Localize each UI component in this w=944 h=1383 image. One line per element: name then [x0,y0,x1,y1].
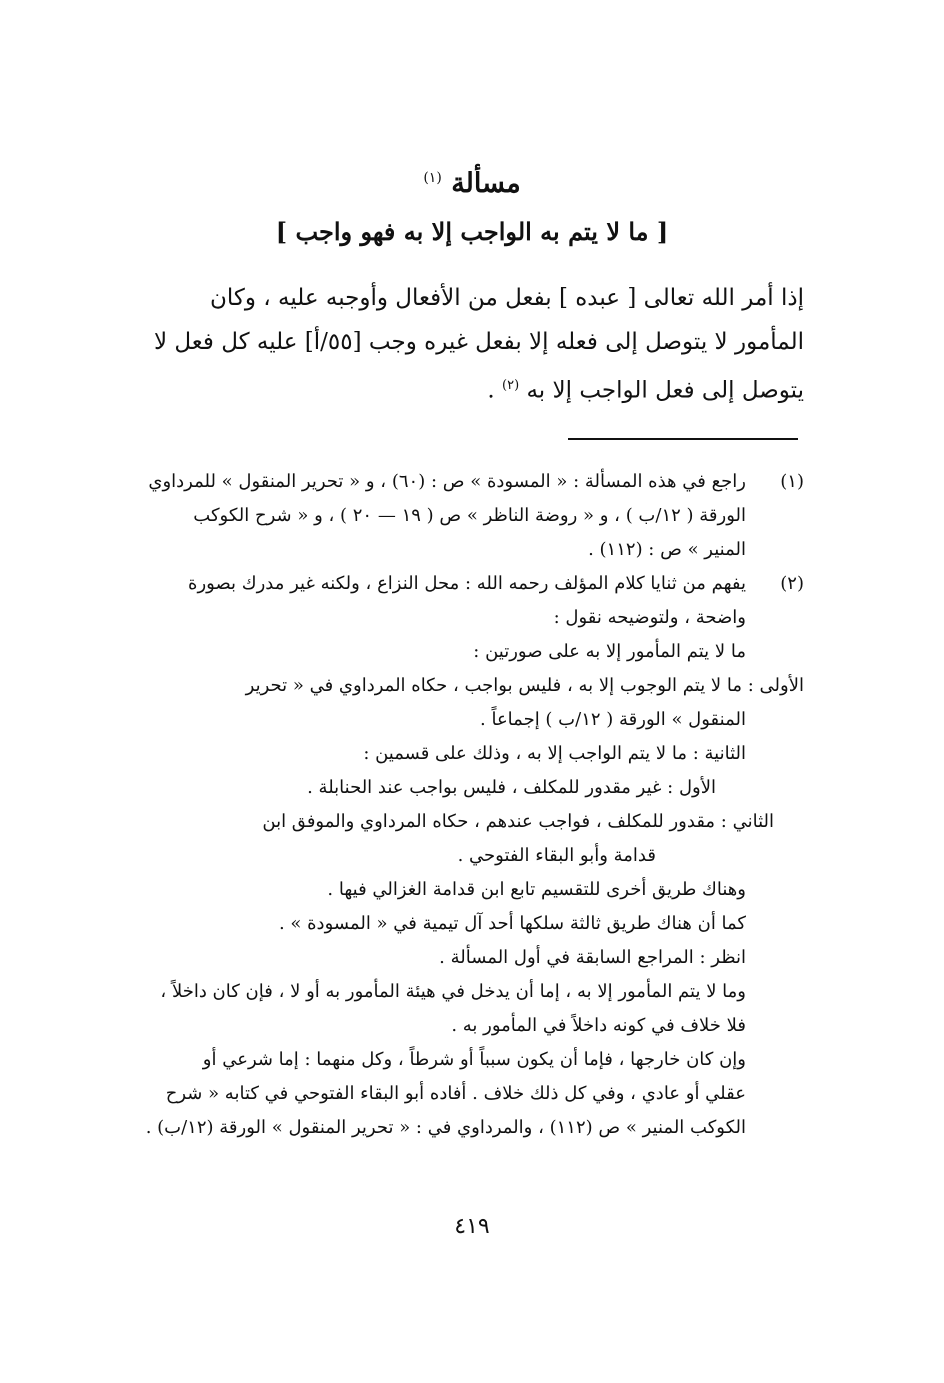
footnote-line: فلا خلاف في كونه داخلاً في المأمور به . [451,1015,746,1036]
footnote-line: وما لا يتم المأمور إلا به ، إما أن يدخل في هيئة المأمور به أو لا ، فإن كان داخلاً ، [160,981,746,1002]
footnote-number: (١) [780,471,804,492]
footnote-line: انظر : المراجع السابقة في أول المسألة . [439,947,746,968]
footnote-line: الثاني : مقدور للمكلف ، فواجب عندهم ، حكاه المرداوي والموفق ابن [262,811,774,832]
footnote-ref-1: (١) [423,170,442,186]
footnote-line: راجع في هذه المسألة : « المسودة » ص : (٦٠) ، و « تحرير المنقول » للمرداوي [148,471,746,492]
footnote-line: واضحة ، ولتوضيحه نقول : [553,607,746,628]
footnote-line: وإن كان خارجها ، فإما أن يكون سبباً أو شرطاً ، وكل منهما : إما شرعي أو [202,1049,746,1070]
body-line-text: يتوصل إلى فعل الواجب إلا به [526,377,804,404]
body-line: المأمور لا يتوصل إلى فعله إلا بفعل غيره وجب [٥٥/أ] عليه كل فعل لا [153,329,804,355]
footnote-2 [104,567,804,1145]
footnote-line: وهناك طريق أخرى للتقسيم تابع ابن قدامة الغزالي فيها . [327,879,746,900]
body-line [124,364,804,413]
footnote-line: الكوكب المنير » ص (١١٢) ، والمرداوي في : « تحرير المنقول » الورقة (١٢/ب) . [145,1117,746,1138]
footnote-line: المنير » ص : (١١٢) . [588,539,746,560]
footnote-line: عقلي أو عادي ، وفي كل ذلك خلاف . أفاده أبو البقاء الفتوحي في كتابه « شرح [165,1083,746,1104]
footnote-line: قدامة وأبو البقاء الفتوحي . [457,845,656,866]
footnote-line: الثانية : ما لا يتم الواجب إلا به ، وذلك على قسمين : [363,743,746,764]
footnote-line: الأولى : ما لا يتم الوجوب إلا به ، فليس بواجب ، حكاه المرداوي في « تحرير [245,675,804,696]
footnote-line: يفهم من ثنايا كلام المؤلف رحمه الله : محل النزاع ، ولكنه غير مدرك بصورة [188,573,746,594]
body-line-end: . [487,377,503,404]
footnote-ref-2: (٢) [502,378,520,393]
section-subtitle: [ ما لا يتم به الواجب إلا به فهو واجب ] [275,217,669,246]
body-line: إذا أمر الله تعالى [ عبده ] بفعل من الأفعال وأوجبه عليه ، وكان [209,285,804,311]
footnote-line: المنقول » الورقة ( ١٢/ب ) إجماعاً . [480,709,746,730]
footnotes-section [104,465,804,1145]
page-number: ٤١٩ [454,1214,490,1239]
footnote-line: الأول : غير مقدور للمكلف ، فليس بواجب عند الحنابلة . [307,777,716,798]
footnote-1 [104,465,804,567]
section-title [0,158,944,204]
footnote-line: الورقة ( ١٢/ب ) ، و « روضة الناظر » ص ( ١٩ — ٢٠ ) ، و « شرح الكوكب [193,505,746,526]
footnote-separator [568,438,798,440]
footnote-line: ما لا يتم المأمور إلا به على صورتين : [473,641,746,662]
footnote-line: كما أن هناك طريق ثالثة سلكها أحد آل تيمية في « المسودة » . [278,913,746,934]
section-title-text: مسألة [451,168,521,199]
footnote-number: (٢) [780,573,804,594]
main-paragraph [124,276,804,413]
